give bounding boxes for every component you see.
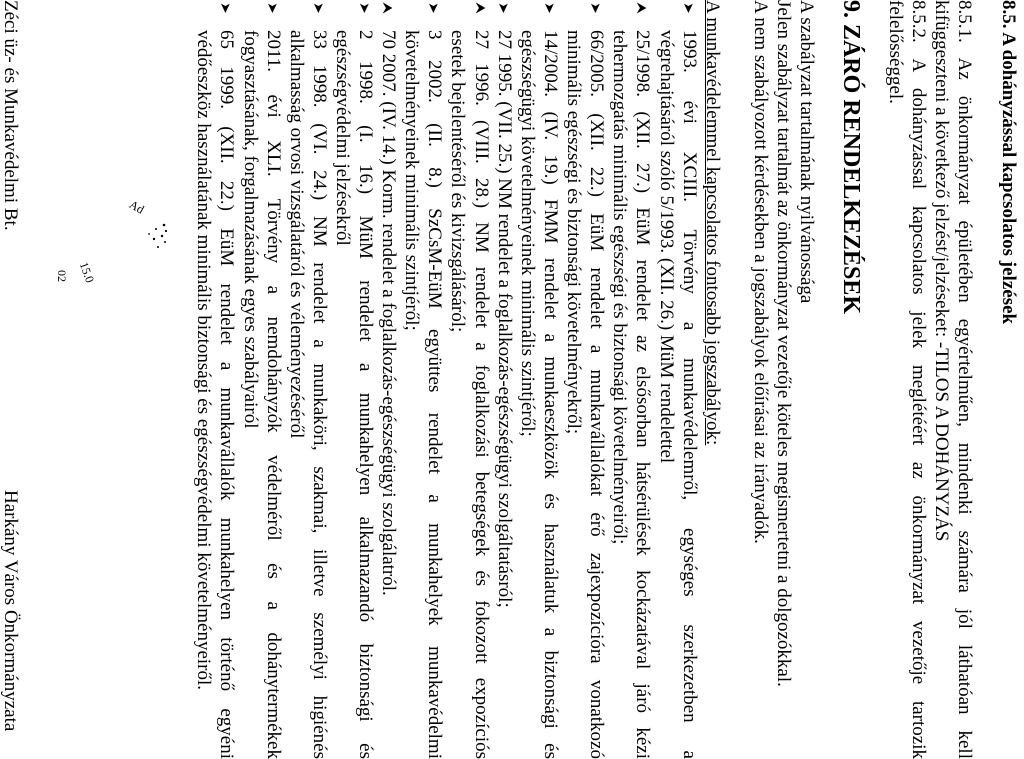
paragraph-8-5-2-line-1: 8.5.2. A dohányzással kapcsolatos jelek meglétéért az önkormányzat vezetője tartozik xyxy=(908,0,929,759)
list-item: ➤66/2005. (XII. 22.) EüM rendelet a munkavállalókat érő zajexpozícióra vonatkozó xyxy=(583,0,608,759)
list-item: ➤2 1998. (I. 16.) MüM rendelet a munkahelyen alkalmazandó biztonsági és xyxy=(352,0,377,759)
signature-scribble xyxy=(146,222,168,252)
paragraph-8-5-1-line-1: 8.5.1. Az önkormányzat épületében egyértelműen, mindenki számára jól láthatóan kell xyxy=(954,0,975,759)
section-9-heading: 9. ZÁRÓ RENDELKEZÉSEK xyxy=(838,0,864,315)
section-8-5-heading: 8.5. A dohányzással kapcsolatos jelzések xyxy=(998,0,1019,325)
list-item: ⮝27 1996. (VIII. 28.) NM rendelet a foglalkozási betegségek és fokozott expozíciós xyxy=(468,0,493,759)
list-item: ➤2011. évi XLI. Törvény a nemdohányzók védelméről és a dohánytermékek xyxy=(260,0,285,759)
bullet-icon: ➤ xyxy=(587,2,602,14)
bullet-icon: ➤ xyxy=(356,2,371,14)
regulations-list-title: A munkavédelemmel kapcsolatos fontosabb jogszabályok: xyxy=(702,0,723,446)
paragraph-8-5-2-line-2: felelősséggel. xyxy=(885,0,906,104)
bullet-icon: ⮝ xyxy=(633,2,648,14)
bullet-icon: ⮝ xyxy=(379,2,394,14)
bullet-icon: ➤ xyxy=(495,2,510,14)
list-item-continuation: végrehajtásáról szóló 5/1993. (XII. 26.) MüM rendelettel xyxy=(656,30,677,464)
list-item-continuation: tehermozgatás minimális egészségi és biztonsági követelményeiről; xyxy=(609,30,630,545)
stamp-mark-date: 15.0 xyxy=(76,260,98,285)
section-9-line-1: A szabályzat tartalmának nyilvánossága xyxy=(796,0,817,304)
bullet-icon: ⮝ xyxy=(472,2,487,14)
list-item: ➤27 1995. (VII. 25.) NM rendelet a foglalkozás-egészségügyi szolgáltatásról; xyxy=(491,0,516,759)
bullet-icon: ➤ xyxy=(310,2,325,14)
list-item: ➤65 1999. (XII. 22.) EüM rendelet a munkavállalók munkahelyen történő egyéni xyxy=(213,0,238,759)
list-item-continuation: védőeszköz használatának minimális biztonsági és egészségvédelmi követelményeiről. xyxy=(193,30,214,691)
list-item-continuation: egészségvédelmi jelzésekről xyxy=(332,30,353,246)
bullet-icon: ➤ xyxy=(217,2,232,14)
list-item: ⮝25/1998. (XII. 27.) EüM rendelet az elsősorban hátsérülések kockázatával járó kézi xyxy=(629,0,654,759)
list-item: ⮝70 2007. (IV. 14.) Korm. rendelet a foglalkozás-egészségügyi szolgálatról. xyxy=(375,0,400,759)
stamp-mark-ad: Ad xyxy=(126,197,147,217)
list-item-continuation: fogyasztásának, forgalmazásának egyes szabályairól xyxy=(240,30,261,429)
list-item-continuation: minimális egészségi és biztonsági követelményekről; xyxy=(563,30,584,435)
list-item-continuation: esetek bejelentéséről és kivizsgálásáról; xyxy=(447,30,468,333)
list-item-continuation: alkalmasság orvosi vizsgálatáról és véleményezéséről xyxy=(286,30,307,439)
bullet-icon: ➤ xyxy=(680,2,695,14)
bullet-icon: ➤ xyxy=(541,2,556,14)
list-item: ➤33 1998. (VI. 24.) NM rendelet a munkaköri, szakmai, illetve személyi higiénés xyxy=(306,0,331,759)
list-item-continuation: követelményeinek minimális szintjéről; xyxy=(401,30,422,331)
list-item-continuation: egészségügyi követelményeinek minimális szintjéről; xyxy=(517,30,538,437)
stamp-mark-suffix: 02 xyxy=(55,270,69,282)
footer-right: Harkány Város Önkormányzata xyxy=(0,490,21,732)
list-item: ➤1993. évi XCIII. Törvény a munkavédelemről, egységes szerkezetben a xyxy=(676,0,701,759)
footer-left: Zéci üz- és Munkavédelmi Bt. xyxy=(0,0,21,231)
list-item: ➤14/2004. (IV. 19.) FMM rendelet a munkaeszközök és használatuk a biztonsági és xyxy=(537,0,562,759)
paragraph-8-5-1-line-2: kifüggeszteni a következő jelzést/jelzéseket: -TILOS A DOHÁNYZÁS xyxy=(931,0,952,542)
bullet-icon: ➤ xyxy=(425,2,440,14)
bullet-icon: ➤ xyxy=(264,2,279,14)
section-9-line-3: A nem szabályozott kérdésekben a jogszabályok előírásai az irányadók. xyxy=(750,0,771,544)
list-item: ➤3 2002. (II. 8.) SzCsM-EüM együttes rendelet a munkahelyek munkavédelmi xyxy=(421,0,446,759)
section-9-line-2: Jelen szabályzat tartalmát az önkormányzat vezetője köteles megismertetni a dolgozókkal. xyxy=(773,0,794,687)
